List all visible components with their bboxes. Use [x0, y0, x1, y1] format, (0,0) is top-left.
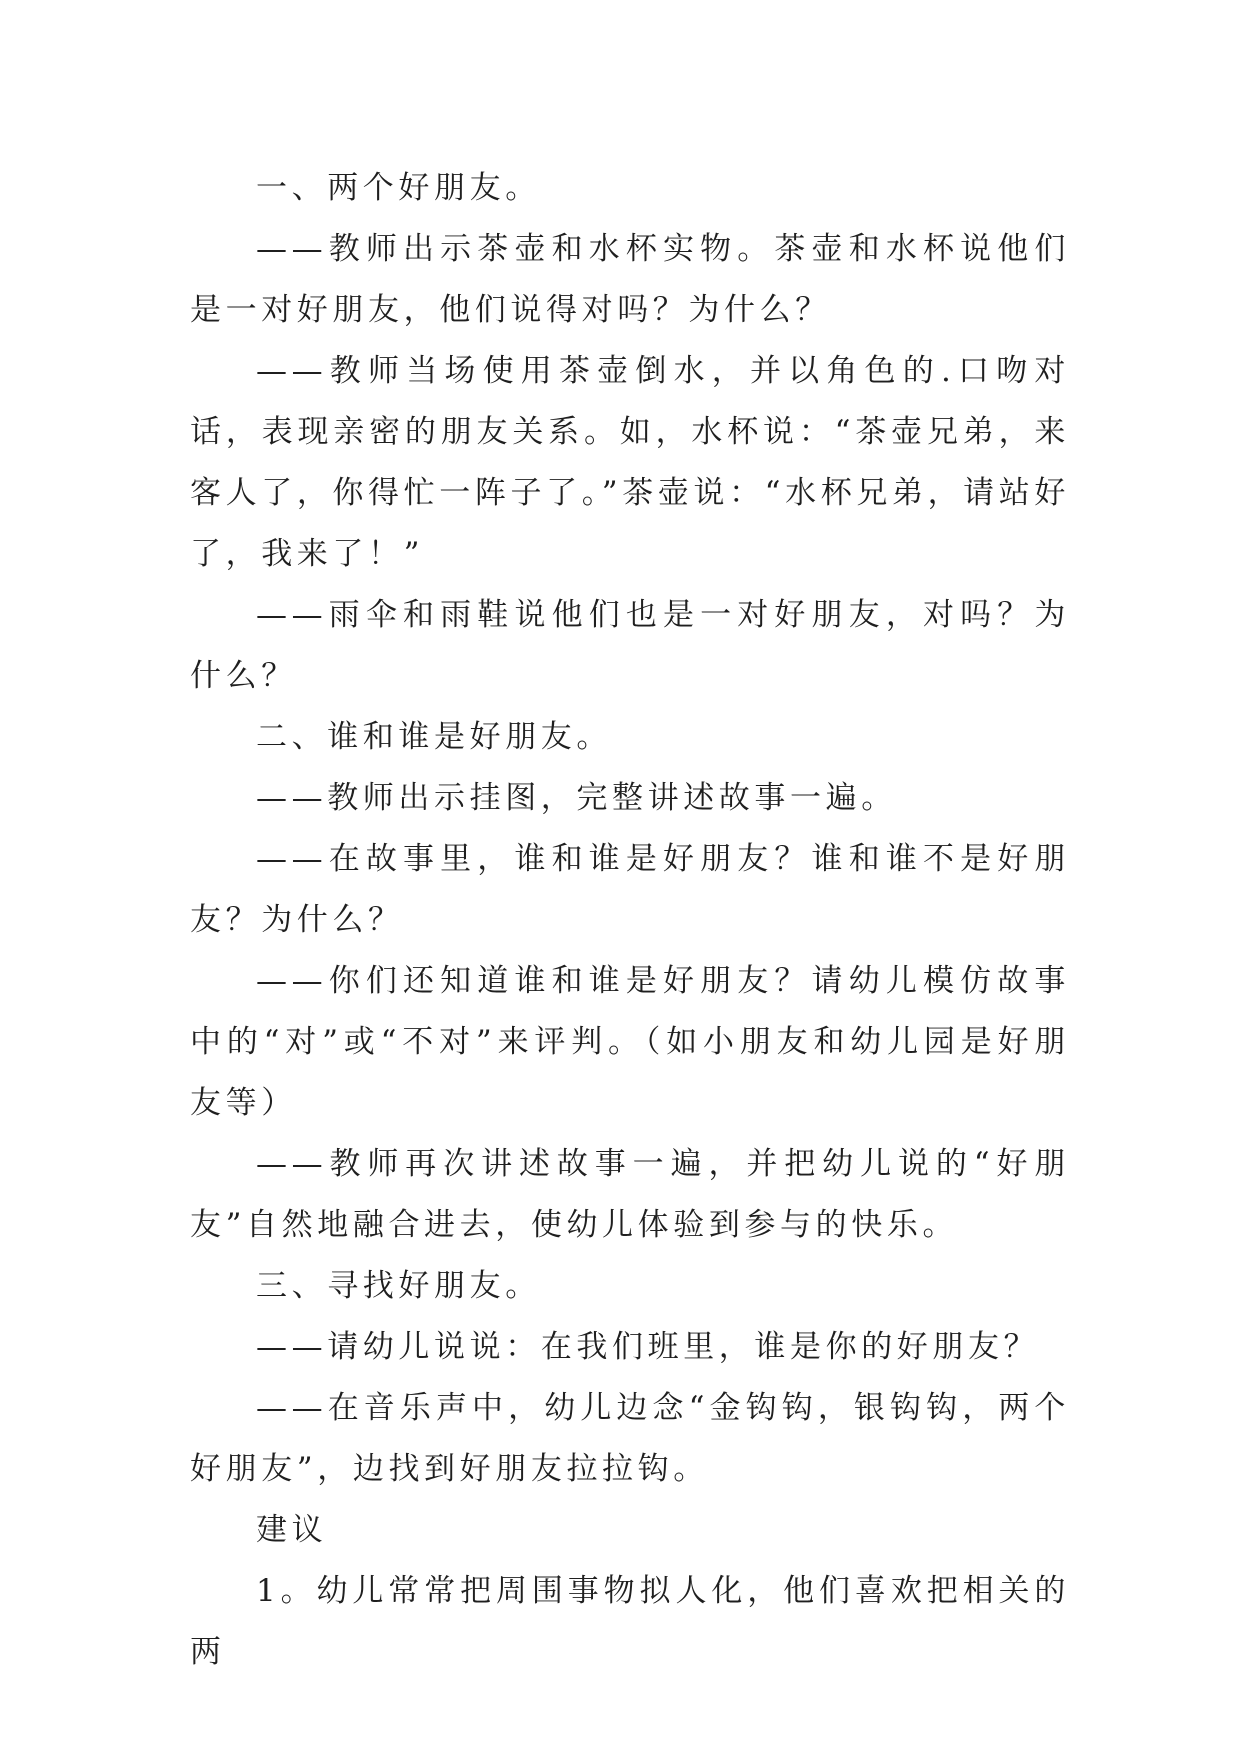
- paragraph: ——教师当场使用茶壶倒水，并以角色的.口吻对话，表现亲密的朋友关系。如，水杯说：“茶壶兄弟，来客人了，你得忙一阵子了。”茶壶说：“水杯兄弟，请站好了，我来了！”: [190, 353, 1070, 572]
- section-heading-two-friends: 一、两个好朋友。: [256, 170, 541, 206]
- section-heading-suggestion: 建议: [256, 1512, 328, 1548]
- paragraph: ——教师再次讲述故事一遍，并把幼儿说的“好朋友”自然地融合进去，使幼儿体验到参与的快乐。: [190, 1146, 1070, 1243]
- paragraph: ——请幼儿说说：在我们班里，谁是你的好朋友？: [256, 1329, 1040, 1365]
- paragraph: ——教师出示挂图，完整讲述故事一遍。: [256, 780, 897, 816]
- paragraph: ——在音乐声中，幼儿边念“金钩钩，银钩钩，两个好朋友”，边找到好朋友拉拉钩。: [190, 1390, 1070, 1487]
- paragraph: ——教师出示茶壶和水杯实物。茶壶和水杯说他们是一对好朋友，他们说得对吗？为什么？: [190, 231, 1070, 328]
- paragraph: ——雨伞和雨鞋说他们也是一对好朋友，对吗？为什么？: [190, 597, 1070, 694]
- paragraph: ——在故事里，谁和谁是好朋友？谁和谁不是好朋友？为什么？: [190, 841, 1070, 938]
- section-heading-who-are-friends: 二、谁和谁是好朋友。: [256, 719, 612, 755]
- paragraph: ——你们还知道谁和谁是好朋友？请幼儿模仿故事中的“对”或“不对”来评判。（如小朋友和幼儿园是好朋友等）: [190, 963, 1070, 1121]
- section-heading-find-friends: 三、寻找好朋友。: [256, 1268, 541, 1304]
- paragraph: 1。幼儿常常把周围事物拟人化，他们喜欢把相关的两: [190, 1573, 1070, 1670]
- document-body: [190, 158, 1070, 1683]
